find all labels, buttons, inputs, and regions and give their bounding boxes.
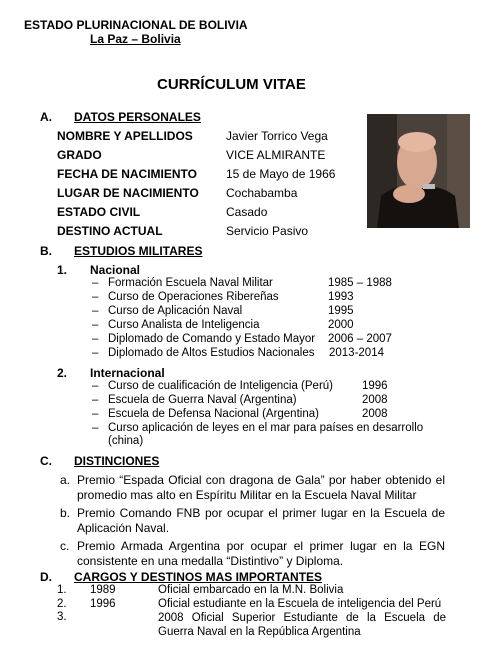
nacional-item-2: Curso de Operaciones Ribereñas bbox=[108, 291, 279, 303]
list-dash: – bbox=[92, 347, 99, 359]
list-dash: – bbox=[92, 319, 99, 331]
cargo-year-2: 1996 bbox=[90, 598, 116, 610]
internacional-year-2: 2008 bbox=[362, 394, 388, 406]
value-nombre: Javier Torrico Vega bbox=[226, 129, 328, 143]
cargo-number-1: 1. bbox=[57, 584, 67, 596]
nacional-item-5: Diplomado de Comando y Estado Mayor bbox=[108, 333, 316, 345]
header-city: La Paz – Bolivia bbox=[90, 32, 181, 46]
list-dash: – bbox=[92, 305, 99, 317]
list-dash: – bbox=[92, 394, 99, 406]
cargo-text-2: Oficial estudiante en la Escuela de inteligencia del Perú bbox=[158, 598, 442, 610]
nacional-year-2: 1993 bbox=[328, 291, 354, 303]
cargo-number-3: 3. bbox=[57, 611, 67, 623]
section-b-heading: ESTUDIOS MILITARES bbox=[74, 244, 203, 258]
list-dash: – bbox=[92, 333, 99, 345]
internacional-number: 2. bbox=[57, 366, 68, 380]
label-fecha-nacimiento: FECHA DE NACIMIENTO bbox=[57, 167, 198, 181]
section-c-letter: C. bbox=[40, 454, 52, 468]
distincion-b: Premio Comando FNB por ocupar el primer lugar en la Escuela de Aplicación Naval. bbox=[77, 506, 445, 535]
list-dash: – bbox=[92, 408, 99, 420]
label-estado-civil: ESTADO CIVIL bbox=[57, 205, 141, 219]
label-destino-actual: DESTINO ACTUAL bbox=[57, 224, 163, 238]
distincion-a: Premio “Espada Oficial con dragona de Gala” por haber obtenido el promedio mas alto en Espíritu Militar en la Escuela Naval Militar bbox=[77, 473, 445, 502]
cargo-text-3: 2008 Oficial Superior Estudiante de la Escuela de Guerra Naval en la República Argentina bbox=[158, 612, 446, 638]
list-dash: – bbox=[92, 380, 99, 392]
internacional-item-4: Curso aplicación de leyes en el mar para países en desarrollo (china) bbox=[108, 422, 424, 447]
nacional-year-4: 2000 bbox=[328, 319, 354, 331]
internacional-year-1: 1996 bbox=[362, 380, 388, 392]
section-d-heading: CARGOS Y DESTINOS MAS IMPORTANTES bbox=[74, 570, 323, 584]
list-dash: – bbox=[92, 291, 99, 303]
nacional-item-4: Curso Analista de Inteligencia bbox=[108, 319, 260, 331]
internacional-item-3: Escuela de Defensa Nacional (Argentina) bbox=[108, 408, 319, 420]
distincion-c: Premio Armada Argentina por ocupar el primer lugar en la EGN consistente en una medalla “Distintivo” y Diploma. bbox=[77, 539, 445, 568]
nacional-number: 1. bbox=[57, 263, 68, 277]
value-estado-civil: Casado bbox=[226, 205, 268, 219]
distincion-marker-a: a. bbox=[60, 473, 71, 487]
section-c-heading: DISTINCIONES bbox=[74, 454, 160, 468]
portrait-image bbox=[367, 114, 470, 228]
value-destino-actual: Servicio Pasivo bbox=[226, 224, 309, 238]
label-grado: GRADO bbox=[57, 148, 102, 162]
section-a-heading: DATOS PERSONALES bbox=[74, 110, 201, 124]
internacional-year-3: 2008 bbox=[362, 408, 388, 420]
list-dash: – bbox=[92, 277, 99, 289]
value-grado: VICE ALMIRANTE bbox=[226, 148, 326, 162]
nacional-item-1: Formación Escuela Naval Militar bbox=[108, 277, 273, 289]
nacional-year-6: 2013-2014 bbox=[329, 347, 384, 359]
value-fecha-nacimiento: 15 de Mayo de 1966 bbox=[226, 167, 336, 181]
cargo-number-2: 2. bbox=[57, 598, 67, 610]
nacional-item-6: Diplomado de Altos Estudios Nacionales bbox=[108, 347, 315, 359]
list-dash: – bbox=[92, 422, 99, 434]
value-lugar-nacimiento: Cochabamba bbox=[226, 186, 298, 200]
label-nombre: NOMBRE Y APELLIDOS bbox=[57, 129, 193, 143]
cargo-year-1: 1989 bbox=[90, 584, 116, 596]
nacional-year-5: 2006 – 2007 bbox=[328, 333, 392, 345]
internacional-title: Internacional bbox=[90, 366, 165, 380]
nacional-year-1: 1985 – 1988 bbox=[328, 277, 392, 289]
nacional-year-3: 1995 bbox=[328, 305, 354, 317]
cargo-text-1: Oficial embarcado en la M.N. Bolivia bbox=[158, 584, 344, 596]
page-title: CURRÍCULUM VITAE bbox=[157, 76, 306, 93]
section-b-letter: B. bbox=[40, 244, 52, 258]
nacional-title: Nacional bbox=[90, 263, 141, 277]
distincion-marker-c: c. bbox=[60, 539, 70, 553]
nacional-item-3: Curso de Aplicación Naval bbox=[108, 305, 243, 317]
section-d-letter: D. bbox=[40, 570, 52, 584]
label-lugar-nacimiento: LUGAR DE NACIMIENTO bbox=[57, 186, 199, 200]
internacional-item-2: Escuela de Guerra Naval (Argentina) bbox=[108, 394, 297, 406]
section-a-letter: A. bbox=[40, 110, 52, 124]
profile-photo bbox=[367, 114, 470, 228]
header-state: ESTADO PLURINACIONAL DE BOLIVIA bbox=[24, 18, 248, 32]
distincion-marker-b: b. bbox=[60, 506, 71, 520]
internacional-item-1: Curso de cualificación de Inteligencia (Perú) bbox=[108, 380, 334, 392]
